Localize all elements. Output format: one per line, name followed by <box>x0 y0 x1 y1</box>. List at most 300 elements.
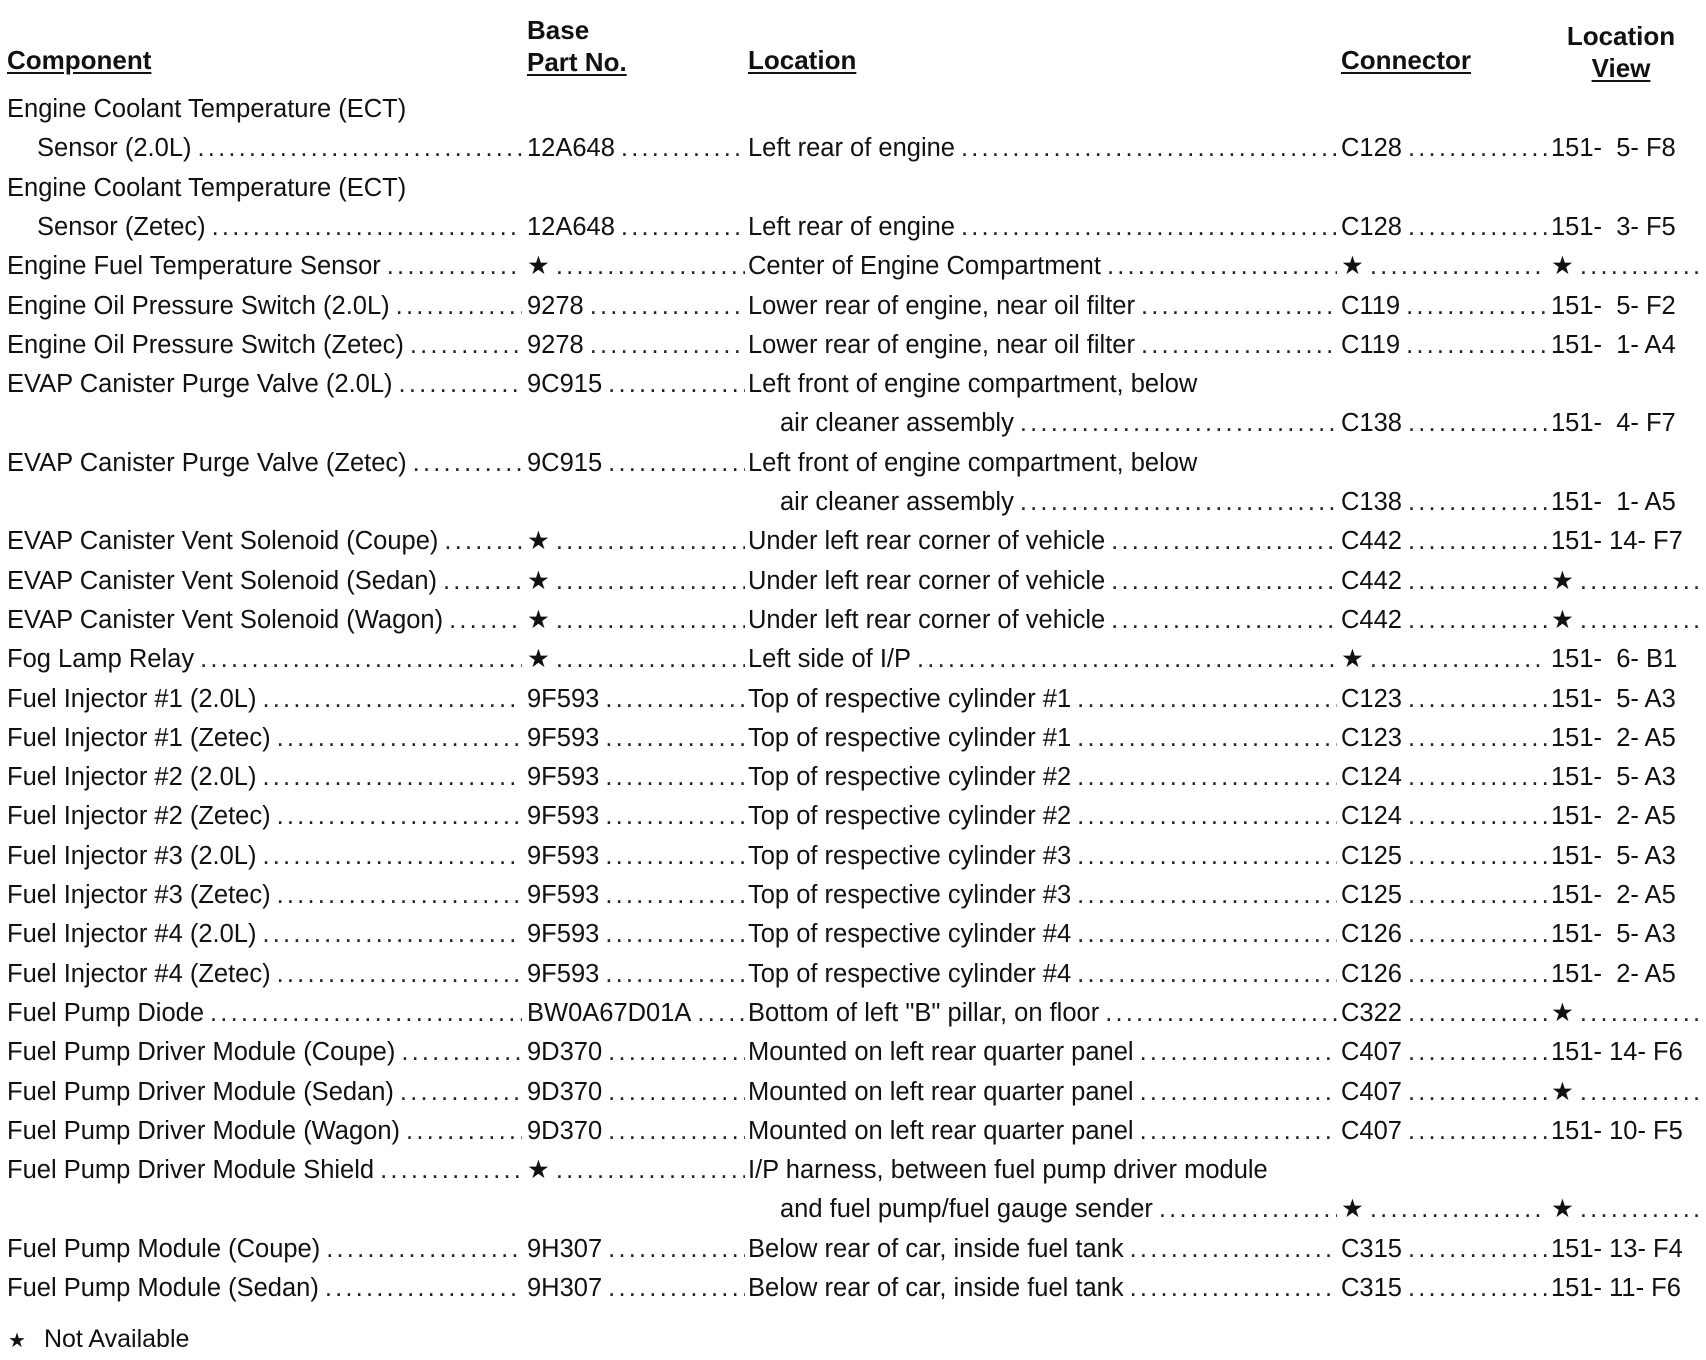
dot-leader <box>556 1151 745 1190</box>
location-view-text: 151- 2- A5 <box>1551 959 1676 988</box>
location-text: Top of respective cylinder #2 <box>748 763 1072 792</box>
dot-leader <box>1370 640 1547 679</box>
component-text: EVAP Canister Vent Solenoid (Sedan) <box>7 566 437 595</box>
connector-cell <box>1341 1073 1547 1112</box>
location-cell <box>748 208 1337 247</box>
connector-cell <box>1341 994 1547 1033</box>
part-number-text: 9D370 <box>527 1116 603 1145</box>
part-number-cell <box>527 522 745 561</box>
footnote <box>8 1322 189 1358</box>
dot-leader <box>1408 680 1547 719</box>
part-number-text: 9D370 <box>527 1038 603 1067</box>
location-cell <box>748 326 1337 365</box>
header-connector-label: Connector <box>1341 45 1471 75</box>
location-text: Under left rear corner of vehicle <box>748 605 1106 634</box>
location-view-text: 151- 5- A3 <box>1551 763 1676 792</box>
component-text: Fuel Injector #4 (Zetec) <box>7 959 271 988</box>
table-row <box>0 1033 1706 1072</box>
dot-leader <box>1111 601 1337 640</box>
dot-leader <box>961 129 1337 168</box>
component-cell <box>7 326 522 365</box>
connector-cell <box>1341 247 1547 286</box>
location-text: Top of respective cylinder #4 <box>748 959 1072 988</box>
dot-leader <box>399 365 522 404</box>
component-text: EVAP Canister Vent Solenoid (Wagon) <box>7 605 444 634</box>
connector-cell <box>1341 1033 1547 1072</box>
location-cell <box>748 1112 1337 1151</box>
connector-cell <box>1341 876 1547 915</box>
location-view-text: 151- 4- F7 <box>1551 409 1676 438</box>
table-row <box>0 876 1706 915</box>
connector-cell <box>1341 1112 1547 1151</box>
dot-leader <box>556 247 745 286</box>
component-cell <box>7 444 522 483</box>
dot-leader <box>277 719 522 758</box>
dot-leader <box>608 444 745 483</box>
location-text: Left rear of engine <box>748 134 955 163</box>
dot-leader <box>262 758 522 797</box>
table-row <box>0 1151 1706 1190</box>
location-view-cell <box>1551 404 1700 443</box>
dot-leader <box>1408 1073 1547 1112</box>
location-cell <box>748 1230 1337 1269</box>
table-row <box>0 797 1706 836</box>
part-number-cell <box>527 1269 745 1308</box>
dot-leader <box>380 1151 522 1190</box>
table-row <box>0 129 1706 168</box>
connector-text: C119 <box>1341 330 1401 359</box>
dot-leader <box>605 719 745 758</box>
location-cell <box>748 797 1337 836</box>
dot-leader <box>1408 758 1547 797</box>
component-text: Fuel Injector #2 (2.0L) <box>7 763 257 792</box>
part-number-text: 9D370 <box>527 1077 603 1106</box>
component-text: Fuel Injector #1 (2.0L) <box>7 684 257 713</box>
component-text: Sensor (2.0L) <box>37 134 192 163</box>
connector-cell <box>1341 955 1547 994</box>
part-number-cell <box>527 876 745 915</box>
connector-cell <box>1341 287 1547 326</box>
part-number-cell <box>527 915 745 954</box>
dot-leader <box>1408 601 1547 640</box>
location-cell <box>748 1073 1337 1112</box>
dot-leader <box>608 1269 745 1308</box>
dot-leader <box>605 837 745 876</box>
dot-leader <box>1141 326 1337 365</box>
location-text: Mounted on left rear quarter panel <box>748 1077 1134 1106</box>
dot-leader <box>262 680 522 719</box>
table-row <box>0 1230 1706 1269</box>
connector-text: C126 <box>1341 920 1402 949</box>
table-row <box>0 404 1706 443</box>
header-location-label: Location <box>748 45 857 75</box>
connector-text: C119 <box>1341 291 1401 320</box>
connector-text: C315 <box>1341 1274 1402 1302</box>
table-row <box>0 994 1706 1033</box>
component-cell <box>7 1151 522 1190</box>
location-view-text: 151- 5- F8 <box>1551 134 1676 163</box>
component-cell <box>7 1073 522 1112</box>
table-row <box>0 837 1706 876</box>
location-cell <box>748 444 1337 483</box>
location-view-cell <box>1551 1112 1700 1151</box>
location-cell <box>748 837 1337 876</box>
connector-cell <box>1341 483 1547 522</box>
component-text: Fuel Pump Driver Module (Coupe) <box>7 1038 396 1067</box>
dot-leader <box>621 208 745 247</box>
location-text: Lower rear of engine, near oil filter <box>748 330 1135 359</box>
location-cell <box>748 640 1337 679</box>
table-row <box>0 483 1706 522</box>
location-cell <box>748 1269 1337 1308</box>
location-cell <box>780 404 1337 443</box>
component-cell <box>7 601 522 640</box>
dot-leader <box>1408 994 1547 1033</box>
part-number-text: ★ <box>527 1156 550 1185</box>
part-number-cell <box>527 1151 745 1190</box>
dot-leader <box>1105 994 1337 1033</box>
dot-leader <box>917 640 1337 679</box>
dot-leader <box>605 797 745 836</box>
component-cell <box>7 955 522 994</box>
connector-text: C128 <box>1341 134 1402 163</box>
location-text: Top of respective cylinder #1 <box>748 723 1072 752</box>
location-view-text: 151- 14- F7 <box>1551 527 1683 556</box>
table-row <box>0 522 1706 561</box>
connector-text: C123 <box>1341 723 1402 752</box>
part-number-text: 9278 <box>527 291 584 320</box>
connector-text: ★ <box>1341 1195 1364 1224</box>
dot-leader <box>210 994 522 1033</box>
location-view-cell <box>1551 247 1700 286</box>
component-text: Fuel Injector #2 (Zetec) <box>7 802 271 831</box>
table-row <box>0 444 1706 483</box>
location-view-cell <box>1551 129 1700 168</box>
location-view-cell <box>1551 915 1700 954</box>
component-text: Fuel Injector #4 (2.0L) <box>7 920 257 949</box>
dot-leader <box>605 758 745 797</box>
dot-leader <box>1111 522 1337 561</box>
header-part-line1: Base <box>527 15 590 45</box>
part-number-text: 9H307 <box>527 1234 603 1263</box>
part-number-cell <box>527 719 745 758</box>
dot-leader <box>1140 1033 1337 1072</box>
part-number-cell <box>527 365 745 404</box>
part-number-text: BW0A67D01A <box>527 998 692 1027</box>
part-number-text: 9F593 <box>527 959 600 988</box>
location-cell <box>748 1151 1337 1190</box>
table-row <box>0 326 1706 365</box>
component-cell <box>7 1230 522 1269</box>
dot-leader <box>1370 247 1547 286</box>
connector-cell <box>1341 404 1547 443</box>
location-view-text: ★ <box>1551 566 1574 595</box>
dot-leader <box>396 287 522 326</box>
dot-leader <box>444 522 522 561</box>
part-number-cell <box>527 601 745 640</box>
dot-leader <box>1077 680 1337 719</box>
component-cell <box>7 640 522 679</box>
component-cell <box>7 837 522 876</box>
connector-text: ★ <box>1341 645 1364 674</box>
dot-leader <box>1408 955 1547 994</box>
component-text: Engine Fuel Temperature Sensor <box>7 252 381 281</box>
connector-cell <box>1341 326 1547 365</box>
header-view-line1: Location <box>1566 21 1676 51</box>
dot-leader <box>277 797 522 836</box>
dot-leader <box>1020 404 1337 443</box>
table-row <box>0 365 1706 404</box>
location-text: Below rear of car, inside fuel tank <box>748 1274 1124 1302</box>
component-text: Fuel Injector #3 (Zetec) <box>7 881 271 909</box>
component-cell <box>37 208 522 247</box>
component-cell <box>7 1033 522 1072</box>
dot-leader <box>1141 287 1337 326</box>
dot-leader <box>608 1033 745 1072</box>
component-text: Fuel Pump Driver Module (Wagon) <box>7 1116 401 1145</box>
location-view-cell <box>1551 287 1700 326</box>
part-number-text: 12A648 <box>527 212 615 241</box>
part-number-text: 9F593 <box>527 763 600 792</box>
dot-leader <box>1077 797 1337 836</box>
location-text: Bottom of left "B" pillar, on floor <box>748 998 1100 1027</box>
location-view-text: ★ <box>1551 605 1574 634</box>
dot-leader <box>608 1230 745 1269</box>
dot-leader <box>1111 562 1337 601</box>
table-row <box>0 1112 1706 1151</box>
location-view-cell <box>1551 758 1700 797</box>
dot-leader <box>1408 837 1547 876</box>
location-cell <box>748 994 1337 1033</box>
connector-text: C126 <box>1341 959 1402 988</box>
dot-leader <box>449 601 522 640</box>
dot-leader <box>387 247 522 286</box>
part-number-cell <box>527 1230 745 1269</box>
location-view-cell <box>1551 1033 1700 1072</box>
connector-cell <box>1341 562 1547 601</box>
part-number-cell <box>527 1073 745 1112</box>
location-view-text: 151- 5- A3 <box>1551 920 1676 949</box>
component-text: Engine Coolant Temperature (ECT) <box>7 95 407 123</box>
location-view-cell <box>1551 876 1700 915</box>
connector-cell <box>1341 640 1547 679</box>
component-text: Fuel Pump Diode <box>7 998 205 1027</box>
location-text: air cleaner assembly <box>780 488 1014 516</box>
part-number-text: 9F593 <box>527 684 600 713</box>
connector-text: C315 <box>1341 1234 1402 1263</box>
dot-leader <box>1580 601 1700 640</box>
dot-leader <box>1077 955 1337 994</box>
part-number-text: ★ <box>527 605 550 634</box>
dot-leader <box>406 1112 522 1151</box>
location-view-cell <box>1551 994 1700 1033</box>
component-cell <box>7 758 522 797</box>
component-text: EVAP Canister Purge Valve (Zetec) <box>7 448 407 477</box>
connector-text: C125 <box>1341 881 1402 909</box>
header-component-label: Component <box>7 45 152 75</box>
location-cell <box>748 365 1337 404</box>
location-cell <box>748 247 1337 286</box>
header-location <box>748 44 856 76</box>
location-cell <box>748 287 1337 326</box>
dot-leader <box>556 562 745 601</box>
table-row <box>0 758 1706 797</box>
location-view-text: 151- 6- B1 <box>1551 645 1678 674</box>
dot-leader <box>1580 247 1700 286</box>
connector-cell <box>1341 1269 1547 1308</box>
component-cell <box>7 680 522 719</box>
dot-leader <box>326 1230 522 1269</box>
dot-leader <box>1408 719 1547 758</box>
dot-leader <box>605 680 745 719</box>
location-text: Below rear of car, inside fuel tank <box>748 1234 1124 1263</box>
location-text: Top of respective cylinder #3 <box>748 881 1072 909</box>
component-cell <box>7 169 522 208</box>
part-number-cell <box>527 640 745 679</box>
location-text: Top of respective cylinder #3 <box>748 841 1072 870</box>
dot-leader <box>262 915 522 954</box>
connector-cell <box>1341 797 1547 836</box>
component-cell <box>7 522 522 561</box>
dot-leader <box>608 1112 745 1151</box>
part-number-text: 9F593 <box>527 881 600 909</box>
dot-leader <box>1077 719 1337 758</box>
part-number-text: 9F593 <box>527 802 600 831</box>
part-number-cell <box>527 797 745 836</box>
location-view-text: 151- 5- A3 <box>1551 841 1676 870</box>
location-cell <box>748 680 1337 719</box>
dot-leader <box>1077 876 1337 915</box>
component-text: Engine Coolant Temperature (ECT) <box>7 173 407 202</box>
location-cell <box>748 719 1337 758</box>
location-view-text: 151- 14- F6 <box>1551 1038 1683 1067</box>
connector-text: ★ <box>1341 252 1364 281</box>
part-number-text: 9F593 <box>527 920 600 949</box>
dot-leader <box>1406 287 1547 326</box>
connector-text: C322 <box>1341 998 1402 1027</box>
location-text: Mounted on left rear quarter panel <box>748 1116 1134 1145</box>
dot-leader <box>1077 758 1337 797</box>
dot-leader <box>1406 326 1547 365</box>
location-view-text: 151- 3- F5 <box>1551 212 1676 241</box>
component-cell <box>37 129 522 168</box>
table-row <box>0 90 1706 129</box>
part-number-text: 9H307 <box>527 1274 603 1302</box>
dot-leader <box>400 1073 522 1112</box>
dot-leader <box>277 955 522 994</box>
star-symbol: ★ <box>8 1330 26 1352</box>
connector-cell <box>1341 1230 1547 1269</box>
location-view-cell <box>1551 797 1700 836</box>
location-view-text: 151- 2- A5 <box>1551 881 1676 909</box>
dot-leader <box>262 837 522 876</box>
part-number-cell <box>527 247 745 286</box>
header-component <box>7 44 151 76</box>
connector-cell <box>1341 522 1547 561</box>
dot-leader <box>556 640 745 679</box>
component-text: Engine Oil Pressure Switch (Zetec) <box>7 330 404 359</box>
dot-leader <box>1408 797 1547 836</box>
component-text: Fuel Pump Module (Coupe) <box>7 1234 321 1263</box>
location-view-text: 151- 1- A4 <box>1551 330 1676 359</box>
dot-leader <box>1580 562 1700 601</box>
connector-cell <box>1341 758 1547 797</box>
dot-leader <box>621 129 745 168</box>
location-view-cell <box>1551 837 1700 876</box>
part-number-text: 9F593 <box>527 841 600 870</box>
location-view-text: 151- 13- F4 <box>1551 1234 1683 1263</box>
location-cell <box>748 1033 1337 1072</box>
dot-leader <box>1408 1033 1547 1072</box>
connector-text: C407 <box>1341 1038 1402 1067</box>
connector-cell <box>1341 719 1547 758</box>
location-view-text: ★ <box>1551 1077 1574 1106</box>
location-cell <box>748 562 1337 601</box>
header-part-no <box>527 14 627 78</box>
part-number-cell <box>527 680 745 719</box>
location-text: air cleaner assembly <box>780 409 1014 438</box>
location-text: and fuel pump/fuel gauge sender <box>780 1195 1153 1224</box>
dot-leader <box>401 1033 522 1072</box>
connector-cell <box>1341 1190 1547 1229</box>
connector-text: C407 <box>1341 1077 1402 1106</box>
location-view-cell <box>1551 1269 1700 1308</box>
location-text: Left front of engine compartment, below <box>748 370 1198 399</box>
component-cell <box>7 1112 522 1151</box>
dot-leader <box>590 326 745 365</box>
part-number-text: ★ <box>527 566 550 595</box>
connector-text: C128 <box>1341 212 1402 241</box>
connector-text: C407 <box>1341 1116 1402 1145</box>
location-view-cell <box>1551 1230 1700 1269</box>
location-cell <box>748 129 1337 168</box>
part-number-text: 12A648 <box>527 134 615 163</box>
component-cell <box>7 287 522 326</box>
connector-text: C442 <box>1341 527 1402 556</box>
part-number-text: ★ <box>527 252 550 281</box>
dot-leader <box>212 208 522 247</box>
connector-cell <box>1341 915 1547 954</box>
location-text: Left rear of engine <box>748 212 955 241</box>
dot-leader <box>1408 915 1547 954</box>
location-view-cell <box>1551 1073 1700 1112</box>
dot-leader <box>1140 1073 1337 1112</box>
location-text: Top of respective cylinder #2 <box>748 802 1072 831</box>
location-view-text: ★ <box>1551 998 1574 1027</box>
location-view-text: 151- 2- A5 <box>1551 723 1676 752</box>
dot-leader <box>1580 1190 1700 1229</box>
dot-leader <box>556 601 745 640</box>
component-text: Fuel Pump Driver Module Shield <box>7 1156 375 1185</box>
connector-cell <box>1341 601 1547 640</box>
connector-text: C124 <box>1341 763 1402 792</box>
component-cell <box>7 876 522 915</box>
component-cell <box>7 247 522 286</box>
location-cell <box>748 601 1337 640</box>
footnote-text: Not Available <box>43 1325 190 1353</box>
component-cell <box>7 90 522 129</box>
table-row <box>0 169 1706 208</box>
dot-leader <box>1408 404 1547 443</box>
location-view-text: ★ <box>1551 252 1574 281</box>
header-view-line2: View <box>1591 53 1651 83</box>
location-view-cell <box>1551 522 1700 561</box>
location-text: Lower rear of engine, near oil filter <box>748 291 1135 320</box>
location-text: Left side of I/P <box>748 645 912 674</box>
location-view-text: 151- 11- F6 <box>1551 1274 1681 1302</box>
part-number-cell <box>527 758 745 797</box>
dot-leader <box>1580 1073 1700 1112</box>
